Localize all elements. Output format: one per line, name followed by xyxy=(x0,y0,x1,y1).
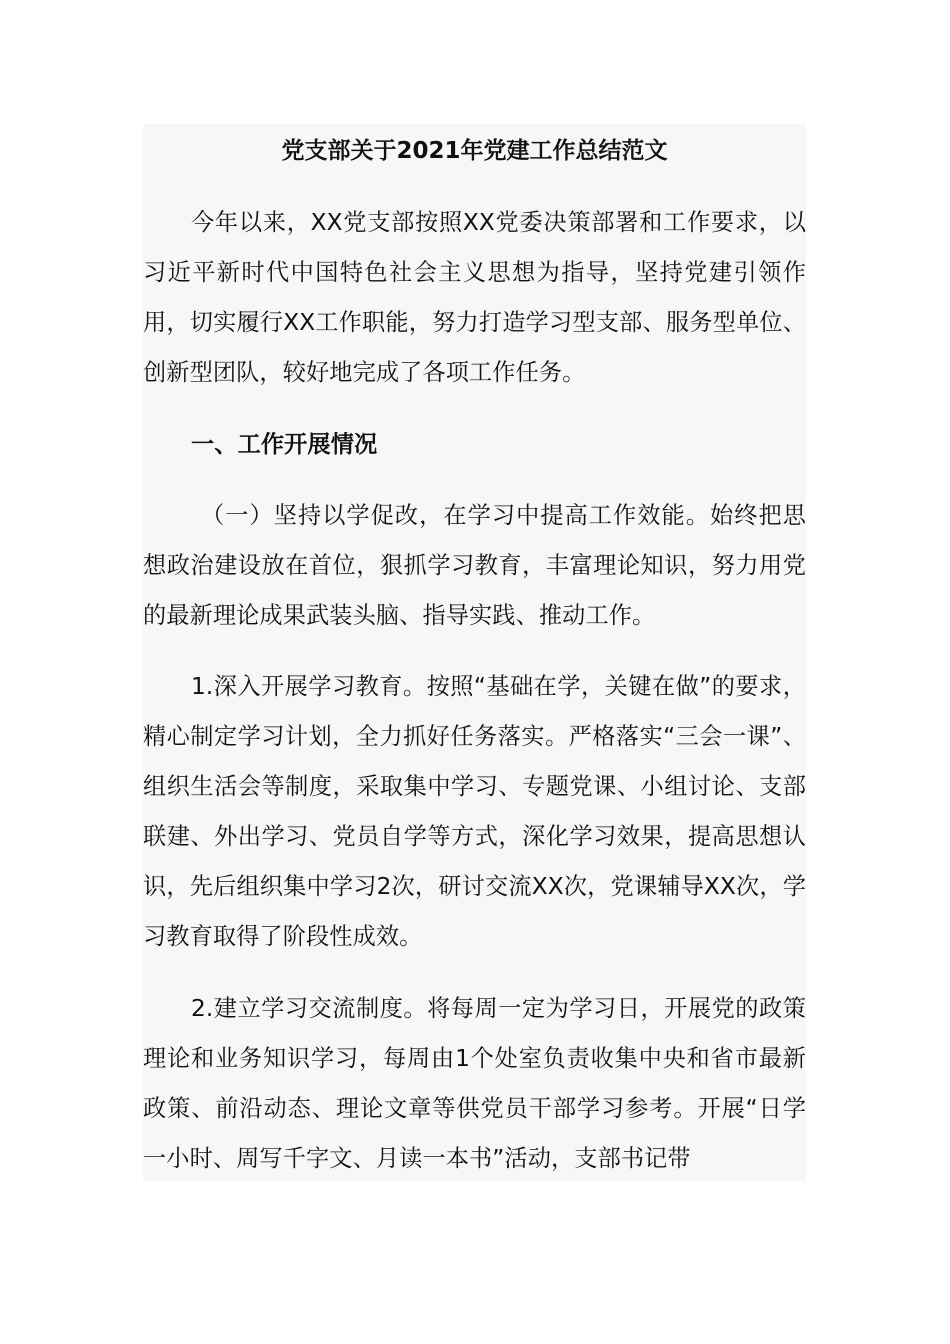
document-page xyxy=(143,124,806,1181)
document-title: 党支部关于2021年党建工作总结范文 xyxy=(281,138,668,164)
subsection-paragraph: （一）坚持以学促改，在学习中提高工作效能。始终把思想政治建设放在首位，狠抓学习教育，丰富理论知识，努力用党的最新理论成果武装头脑、指导实践、推动工作。 xyxy=(143,502,806,629)
item-paragraph-2: 2.建立学习交流制度。将每周一定为学习日，开展党的政策理论和业务知识学习，每周由1个处室负责收集中央和省市最新政策、前沿动态、理论文章等供党员干部学习参考。开展“日学一小时、周写千字文、月读一本书”活动，支部书记带 xyxy=(143,995,806,1172)
section-heading: 一、工作开展情况 xyxy=(191,431,378,458)
item-paragraph-1: 1.深入开展学习教育。按照“基础在学，关键在做”的要求，精心制定学习计划，全力抓好任务落实。严格落实“三会一课”、组织生活会等制度，采取集中学习、专题党课、小组讨论、支部联建、外出学习、党员自学等方式，深化学习效果，提高思想认识，先后组织集中学习2次，研讨交流XX次，党课辅导XX次，学习教育取得了阶段性成效。 xyxy=(143,673,806,950)
intro-paragraph: 今年以来，XX党支部按照XX党委决策部署和工作要求，以习近平新时代中国特色社会主义思想为指导，坚持党建引领作用，切实履行XX工作职能，努力打造学习型支部、服务型单位、创新型团队，较好地完成了各项工作任务。 xyxy=(143,209,806,386)
